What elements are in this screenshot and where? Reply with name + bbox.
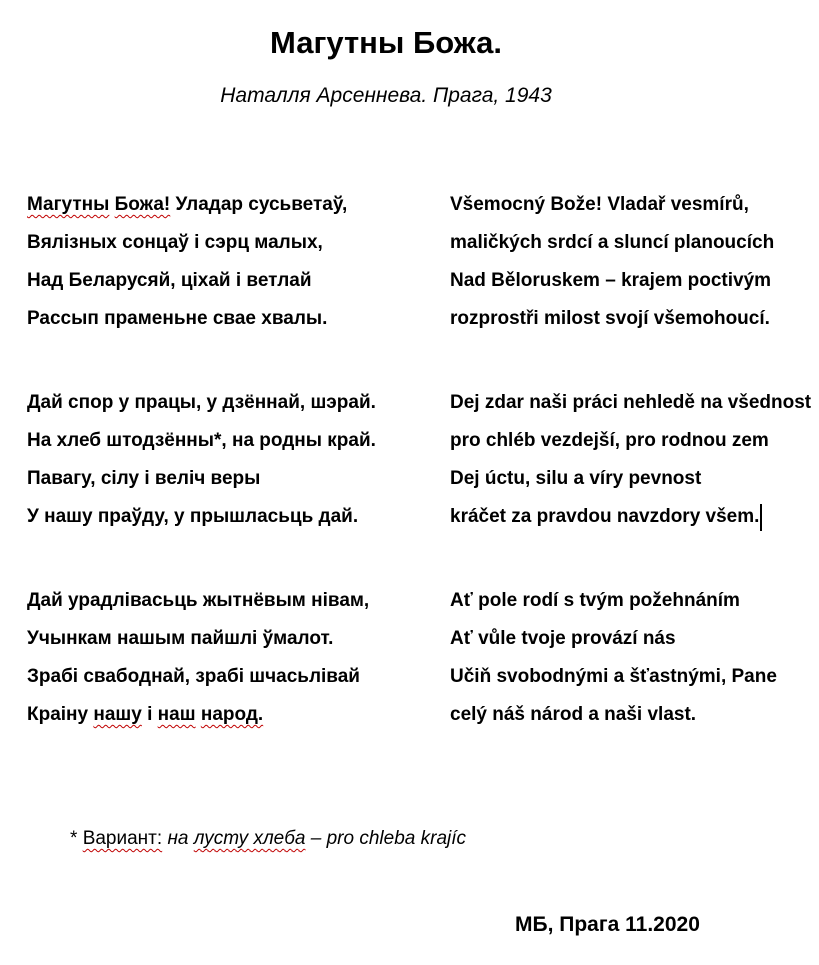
text-segment: rozprostři milost svojí všemohoucí. [450,308,770,329]
text-segment: У нашу праўду, у прышласьць дай. [27,506,359,527]
page-subtitle[interactable]: Наталля Арсеннева. Прага, 1943 [220,84,552,107]
text-segment: pro chléb vezdejší, pro rodnou zem [450,430,769,451]
poem-line[interactable] [450,422,819,460]
text-segment: Зрабі свабоднай, зрабі шчасьлівай [27,666,360,687]
stanza [450,384,819,536]
poem-line[interactable] [450,460,819,498]
stanza [27,384,450,536]
poem-line[interactable] [27,384,450,422]
poem-line[interactable] [27,696,450,734]
poem-line[interactable] [450,620,819,658]
footnote[interactable] [70,824,466,854]
text-segment: Над Беларусяй, ціхай і ветлай [27,270,312,291]
misspelled-word: народ. [200,704,264,725]
misspelled-word: Магутны [27,194,110,215]
stanza [450,186,819,338]
misspelled-word: лусту хлеба [193,828,306,849]
text-segment: на [167,828,194,849]
poem-line[interactable] [27,186,450,224]
text-segment: Dej zdar naši práci nehledě na všednost [450,392,812,413]
poem-line[interactable] [450,498,819,536]
text-cursor [760,504,762,531]
misspelled-word: наш [157,704,196,725]
poem-line[interactable] [450,262,819,300]
poem-line[interactable] [27,658,450,696]
text-segment: Вялізных сонцаў і сэрц малых, [27,232,323,253]
text-segment: Уладар сусьветаў, [170,194,348,215]
stanza [450,582,819,734]
text-segment: і [141,704,158,725]
text-segment: Павагу, сілу і веліч веры [27,468,261,489]
misspelled-word: нашу [93,704,142,725]
poem-line[interactable] [450,224,819,262]
poem-line[interactable] [450,696,819,734]
page-title[interactable]: Магутны Божа. [270,25,502,60]
signature-line[interactable]: МБ, Прага 11.2020 [515,913,700,936]
text-segment: celý náš národ a naši vlast. [450,704,697,725]
poem-line[interactable] [450,384,819,422]
misspelled-word: Вариант: [82,828,163,849]
poem-line[interactable] [27,300,450,338]
poem-line[interactable] [27,262,450,300]
poem-column-czech [450,186,819,734]
text-segment: Ať vůle tvoje provází nás [450,628,676,649]
text-segment: Všemocný Bože! Vladař vesmírů, [450,194,749,215]
poem-line[interactable] [27,620,450,658]
misspelled-word: Божа! [114,194,171,215]
poem-line[interactable] [27,224,450,262]
text-segment: maličkých srdcí a sluncí planoucích [450,232,775,253]
text-segment: Дай урадлівасьць жытнёвым нівам, [27,590,370,611]
poem-line[interactable] [27,422,450,460]
poem-line[interactable] [450,300,819,338]
text-segment: kráčet za pravdou navzdory všem. [450,506,760,527]
text-segment: Рассып праменьне свае хвалы. [27,308,328,329]
poem-line[interactable] [450,186,819,224]
text-segment: Краіну [27,704,94,725]
text-segment: На хлеб штодзённы*, на родны край. [27,430,376,451]
poem-column-belarusian [27,186,450,734]
stanza [27,582,450,734]
stanza [27,186,450,338]
text-segment: * [70,828,83,849]
text-segment: Učiň svobodnými a šťastnými, Pane [450,666,777,687]
poem-line[interactable] [450,582,819,620]
poem-line[interactable] [27,582,450,620]
text-segment: Учынкам нашым пайшлі ўмалот. [27,628,334,649]
text-segment: – pro chleba krajíc [305,828,467,849]
text-segment: Ať pole rodí s tvým požehnáním [450,590,740,611]
poem-line[interactable] [27,498,450,536]
text-segment: Nad Běloruskem – krajem poctivým [450,270,772,291]
text-segment: Дай спор у працы, у дзённай, шэрай. [27,392,376,413]
poem-line[interactable] [27,460,450,498]
poem-line[interactable] [450,658,819,696]
text-segment: Dej úctu, silu a víry pevnost [450,468,702,489]
